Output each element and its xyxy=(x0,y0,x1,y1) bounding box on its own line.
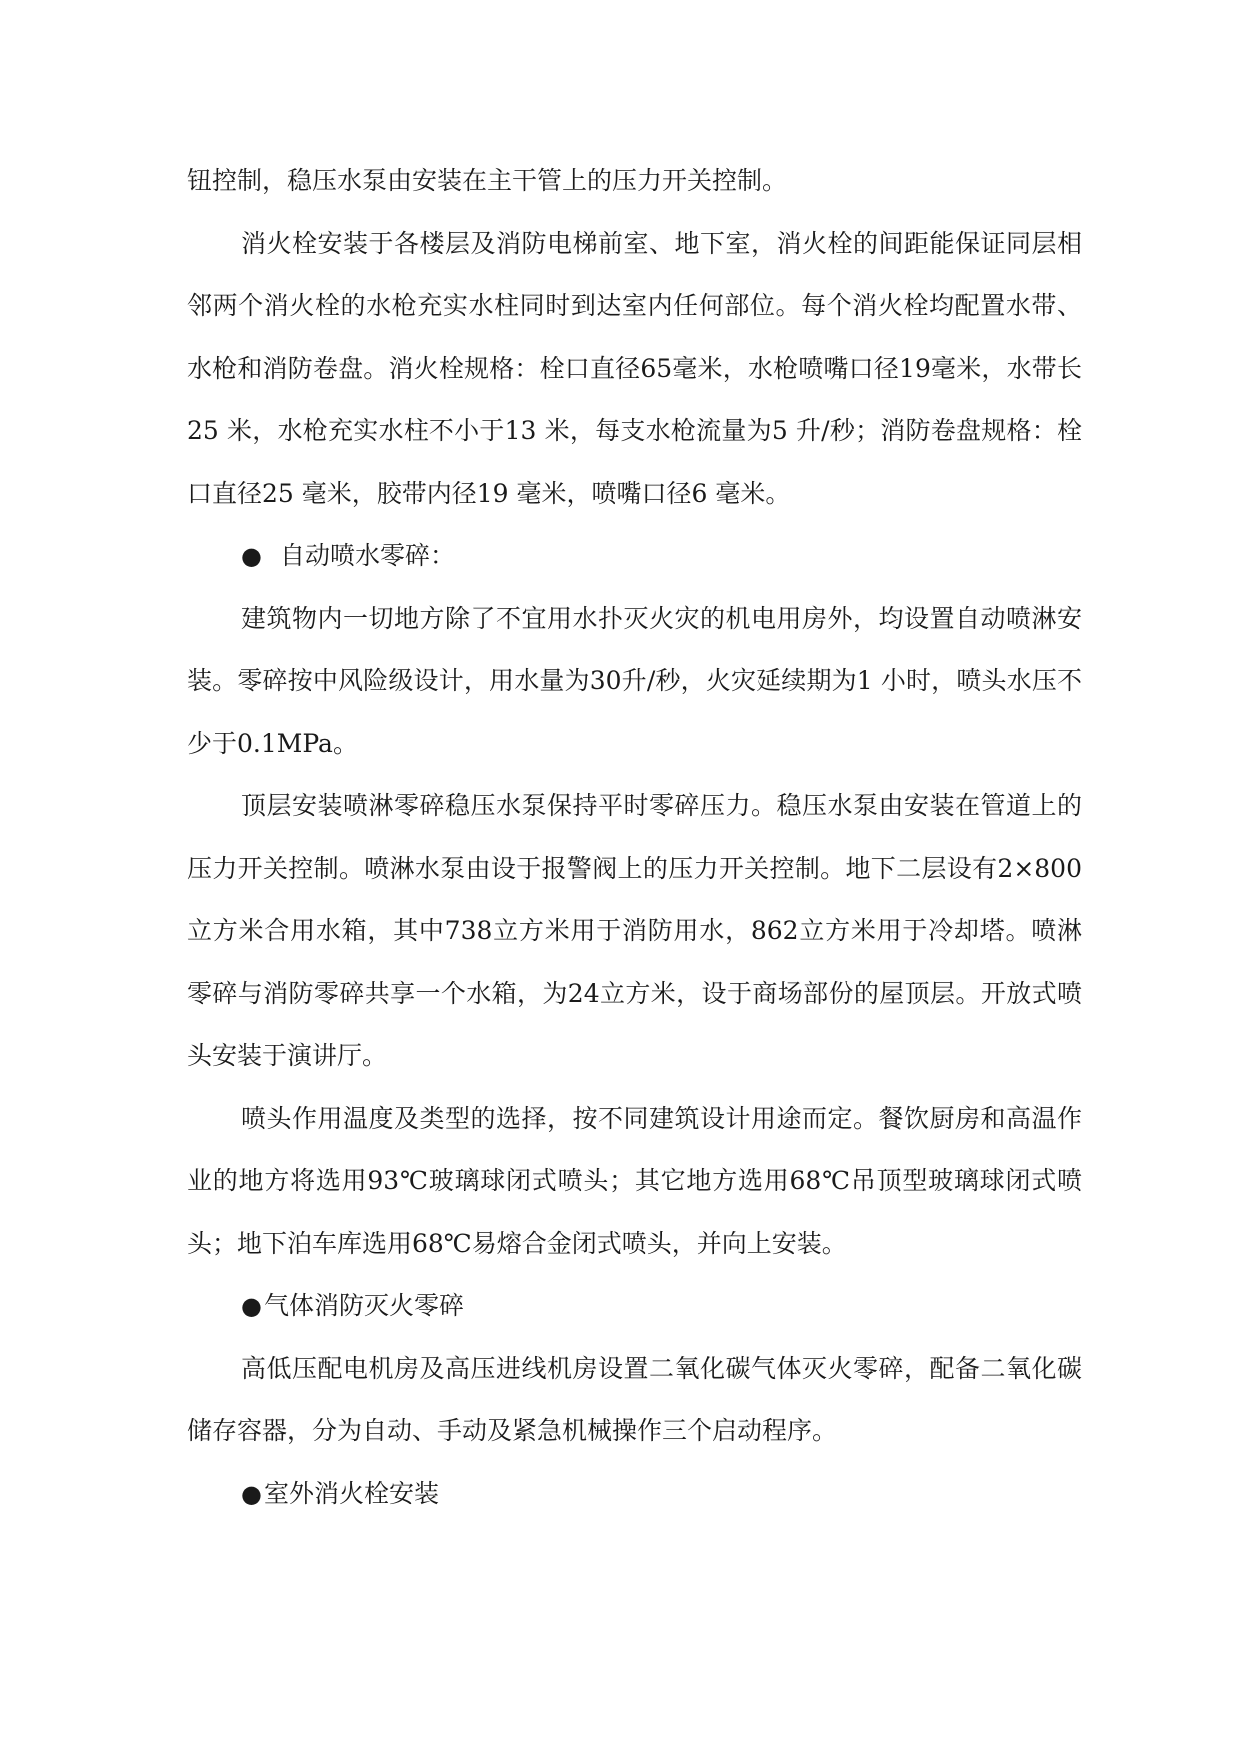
paragraph-continuation: 钮控制，稳压水泵由安装在主干管上的压力开关控制。 xyxy=(187,166,788,195)
document-page xyxy=(187,150,1082,1525)
bullet-icon: ● xyxy=(241,542,262,570)
heading-sprinkler-system xyxy=(187,525,1082,588)
heading-text: 室外消火栓安装 xyxy=(263,1478,439,1508)
paragraph-sprinkler-pump: 顶层安装喷淋零碎稳压水泵保持平时零碎压力。稳压水泵由安装在管道上的压力开关控制。喷淋水泵由设于报警阀上的压力开关控制。地下二层设有2×800立方米合用水箱，其中738立方米用于消防用水，862立方米用于冷却塔。喷淋零碎与消防零碎共享一个水箱，为24立方米，设于商场部份的屋顶层。开放式喷头安装于演讲厅。 xyxy=(187,791,1082,1070)
paragraph-sprinkler-heads: 喷头作用温度及类型的选择，按不同建筑设计用途而定。餐饮厨房和高温作业的地方将选用93℃玻璃球闭式喷头；其它地方选用68℃吊顶型玻璃球闭式喷头；地下泊车库选用68℃易熔合金闭式喷头，并向上安装。 xyxy=(187,1103,1082,1258)
heading-text: 气体消防灭火零碎 xyxy=(263,1291,464,1320)
paragraph-co2-system: 高低压配电机房及高压进线机房设置二氧化碳气体灭火零碎，配备二氧化碳储存容器，分为自动、手动及紧急机械操作三个启动程序。 xyxy=(187,1353,1082,1445)
bullet-icon: ● xyxy=(241,1479,262,1508)
heading-gas-fire-system xyxy=(187,1275,1082,1338)
paragraph-hydrant-install: 消火栓安装于各楼层及消防电梯前室、地下室，消火栓的间距能保证同层相邻两个消火栓的水枪充实水柱同时到达室内任何部位。每个消火栓均配置水带、水枪和消防卷盘。消火栓规格：栓口直径65毫米，水枪喷嘴口径19毫米，水带长25 米，水枪充实水柱不小于13 米，每支水枪流量为5 升/秒；消防卷盘规格：栓口直径25 毫米，胶带内径19 毫米，喷嘴口径6 毫米。 xyxy=(187,228,1082,508)
bullet-icon: ● xyxy=(241,1292,262,1320)
heading-outdoor-hydrant xyxy=(187,1463,1082,1526)
heading-text: 自动喷水零碎： xyxy=(279,541,455,570)
paragraph-sprinkler-design: 建筑物内一切地方除了不宜用水扑灭火灾的机电用房外，均设置自动喷淋安装。零碎按中风险级设计，用水量为30升/秒，火灾延续期为1 小时，喷头水压不少于0.1MPa。 xyxy=(187,603,1082,758)
